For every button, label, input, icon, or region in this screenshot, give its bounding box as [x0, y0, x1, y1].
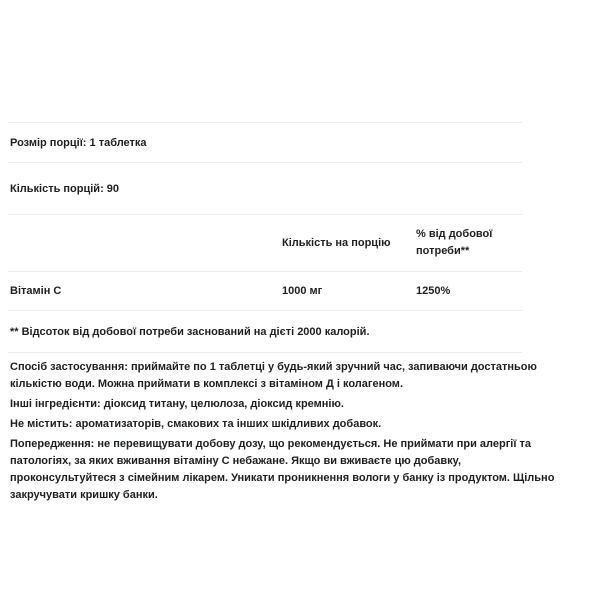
- header-amount-per-serving: Кількість на порцію: [282, 236, 391, 249]
- facts-table-header-row: [10, 215, 600, 271]
- serving-size-row: [10, 123, 600, 162]
- does-not-contain-paragraph: Не містить: ароматизаторів, смакових та інших шкідливих добавок.: [10, 418, 382, 430]
- servings-per-container-row: [10, 163, 600, 214]
- nutrient-daily-value: 1250%: [416, 285, 451, 297]
- nutrient-amount: 1000 мг: [282, 285, 323, 297]
- usage-directions-paragraph: Спосіб застосування: приймайте по 1 таблетці у будь-який зручний час, запиваючи достатньою кількістю води. Можна приймати в комплексі з вітаміном Д і колагеном.: [10, 361, 537, 390]
- footnote-row: [10, 311, 600, 352]
- other-ingredients-paragraph: Інші інгредієнти: діоксид титану, целюлоза, діоксид кремнію.: [10, 398, 344, 410]
- daily-value-footnote: ** Відсоток від добової потреби заснований на дієті 2000 калорій.: [10, 325, 370, 338]
- nutrient-name: Вітамін С: [10, 285, 62, 297]
- serving-size-label: Розмір порції: 1 таблетка: [10, 136, 147, 149]
- facts-table-row-vitamin-c: [10, 272, 600, 310]
- description-paragraphs: [10, 353, 568, 504]
- warnings-paragraph: Попередження: не перевищувати добову дозу, що рекомендується. Не приймати при алергії та патологіях, за яких вживання вітаміну С небажане. Якщо ви вживаєте цю добавку, проконсультуйтеся з сімейним лікарем. Уникати проникнення вологи у банку із продуктом. Щільно закручувати кришку банки.: [10, 438, 555, 501]
- servings-per-container-label: Кількість порцій: 90: [10, 182, 120, 195]
- header-daily-value: % від добової потреби**: [416, 228, 493, 257]
